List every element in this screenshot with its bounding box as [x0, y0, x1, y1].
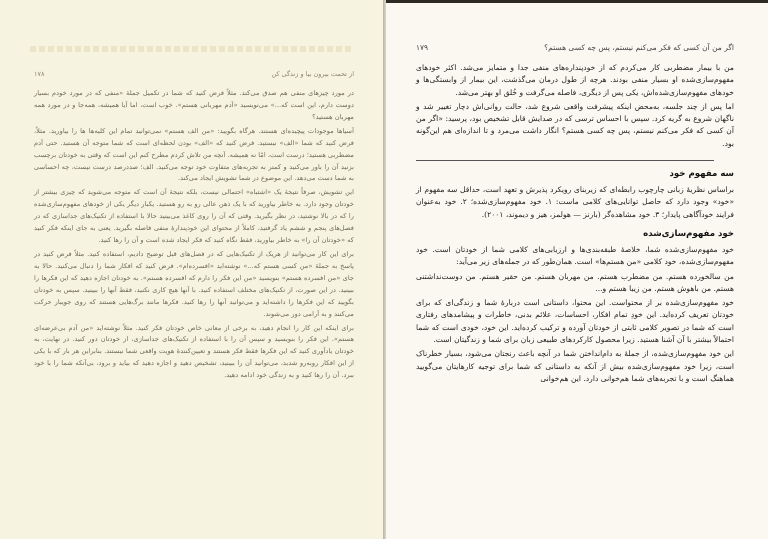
right-paragraph-2: اما پس از چند جلسه، به‌محض اینکه پیشرفت واقعی شروع شد، حالت روانی‌اش دچار تغییر شد و ناگهان شروع به گریه کرد. سپس با احساس ترسی که در صدایش قابل تشخیص بود، پرسید: «اگر من آن کسی که فکر می‌کنم نیستم، پس چه کسی هستم؟ انگار داشت می‌مرد و تا اندازه‌ای هم این‌گونه بود. — [416, 101, 734, 148]
left-paragraph-2: آسیاها موجودات پیچیده‌ای هستند. هرگاه بگویید: «من الف هستم» نمی‌توانید تمام این کلیه‌ها ها را بیاورید. مثلاً، فرض کنید که شما «الف» نیستید. فرض کنید که «الف» بودن لحظه‌ای است که شما متوجه آن هستید. حتی آدم مضطربی هستید؛ درست است، امّا نه همیشه. آنچه من تلاش کردم مطرح کنم این است که وقتی به خودتان برچسب بزنید آن را باور می‌کنید و کمتر به تجربه‌های متفاوت خود توجه می‌کنید. الف؛ صددرصد درست نیست، چه احساسی به شما دست می‌دهد. این موضوع در شما تشویش ایجاد می‌کند. — [34, 126, 354, 183]
right-paragraph-5: من سالخورده هستم. من مضطرب هستم. من مهربان هستم. من حقیر هستم. من دوست‌نداشتنی هستم. من باهوش هستم. من زیبا هستم و... — [416, 271, 734, 293]
right-running-head — [416, 43, 734, 52]
right-paragraph-4: خود مفهوم‌سازی‌شده شما، خلاصهٔ طبقه‌بندی‌ها و ارزیابی‌های کلامی شما از خودتان است. خود مفهوم‌سازی‌شده، خود کلامی «من هستم‌ها» است. همان‌طور که در جمله‌های زیر می‌آید: — [416, 244, 734, 267]
left-paragraph-4: برای این کار می‌توانید از هریک از تکنیک‌هایی که در فصل‌های قبل توضیح دادیم، استفاده کنید. مثلاً فرض کنید در پاسخ به جملهٔ «من کسی هستم که...» نوشته‌اید «افسرده‌ام». فرض کنید که افکار شما را دنبال می‌کنید. حالا به جای «من افسرده هستم» بنویسید «من این فکر را دارم که افسرده هستم». به خودتان اجازه دهید که این فکرها را ببینید. در این صورت، از تکنیک‌های مختلف استفاده کنید. با آنها هیچ کاری نکنید، فقط آنها را ببینید. سپس به خودتان بگویید که این فکرها را داشته‌اید و می‌توانید آنها را رها کنید. فکرها مانند برگ‌هایی هستند که روی جویبار حرکت می‌کنند و به آرامی دور می‌شوند. — [34, 249, 354, 318]
right-paragraph-6: خود مفهوم‌سازی‌شده بر از محتواست. این محتوا، داستانی است دربارهٔ شما و زندگی‌ای که برای خودتان تعریف کرده‌اید. این خودِ تمام افکار، احساسات، علائم بدنی، خاطرات و پیشامدهای رفتاری است که شما در تصویر کلامی ثابتی از خودتان آورده و ترکیب کرده‌اید. این خود، خودی است که شما احتمالاً بیشتر با آن آشنا هستید. زیرا محصول کارکردهای طبیعی زبان برای شما و زندگیتان است. — [416, 298, 734, 345]
right-page-number: ۱۷۹ — [416, 43, 429, 52]
section-divider — [416, 160, 714, 161]
right-paragraph-1: من با بیمار مضطربی کار می‌کردم که از خودپنداره‌های منفی جدا و متمایز می‌شد. اکثر خودهای مفهوم‌سازی‌شده او بسیار منفی بودند. هرچه از طول درمان می‌گذشت، این بیمار از وابستگی‌ها و خودهای مفهوم‌سازی‌شده‌اش، یکی پس از دیگری، فاصله می‌گرفت و خُلق او بهتر می‌شد. — [416, 63, 734, 97]
right-page — [386, 0, 768, 539]
bleed-through-band — [30, 46, 354, 52]
section-heading-three-selves: سه مفهوم خود — [669, 169, 734, 180]
left-page-number: ۱۷۸ — [34, 70, 45, 78]
right-paragraph-7: این خود مفهوم‌سازی‌شده، از جملهٔ به دام‌انداختن شما در آنچه باعث رنجتان می‌شود، بسیار خطرناک است، زیرا خود مفهوم‌سازی‌شده بیش از آنکه به داستانی که شما برای توجیه کارهایتان می‌گویید هماهنگ است و با تجربه‌های شما هم‌خوانی دارد. این هم‌خوانی — [416, 349, 734, 383]
right-running-title: اگر من آن کسی که فکر می‌کنم نیستم، پس چه کسی هستم؟ — [544, 43, 734, 52]
right-paragraph-3: براساس نظریهٔ زبانی چارچوب رابطه‌ای که زیربنای رویکرد پذیرش و تعهد است، حداقل سه مفهوم از «خود» وجود دارد که حاصل توانایی‌های کلامی ماست: ۱. خود مفهوم‌سازی‌شده؛ ۲. خود به‌عنوان فرایند خودآگاهی پایدار؛ ۳. خود مشاهده‌گر (بارنز — هولمز، هیز و دیموند، ۲۰۰۱). — [416, 185, 735, 219]
left-paragraph-3: این تشویش، صرفاً نتیجهٔ یک «اشتباه» احتمالی نیست، بلکه نتیجهٔ آن است که متوجه می‌شوید که چیزی بیشتر از خودتان وجود دارد. به خاطر بیاورید که با یک ذهن عالی رو به رو هستید. یکبار دیگر یکی از خودهای مفهوم‌سازی‌شده را که در بالا نوشتید، در نظر بگیرید. وقتی که آن را روی کاغذ می‌بینید حالا با استفاده از تکنیک‌های جداسازی که در فصل‌های پنجم و ششم یاد گرفتید، کاملاً از محتوای این خودپندارهٔ منفی فاصله بگیرید. یعنی به جای اینکه فکر کنید که «خودتان آن را» به خاطر بیاورید، فقط نگاه کنید که فکر ایجاد شده است و آن را رها کنید. — [34, 188, 354, 245]
left-running-title: از تحمت بیرون بیا و زندگی کن — [271, 70, 354, 78]
left-running-head — [34, 70, 354, 78]
left-paragraph-1: در مورد چیزهای منفی هم صدق می‌کند. مثلاً فرض کنید که شما در تکمیل جملهٔ «منفی که در مورد خودم بسیار دوست دارم، این است که...» می‌نویسید «آدم مهربانی هستم». خوب است، اما آیا همیشه، همه‌جا و در مورد همه مهربان هستید؟ — [34, 89, 354, 121]
left-paragraph-5: برای اینکه این کار را انجام دهید، به برخی از معانی خاص خودتان فکر کنید. مثلاً نوشته‌اید «من آدم بی‌عرضه‌ای هستم». این فکر را بنویسید و سپس آن را با استفاده از تکنیک‌های جداسازی، از خودتان دور کنید. در نهایت، به خودتان یادآوری کنید که این فکرها فقط فکر هستند و تعیین‌کنندهٔ هویت واقعی شما نیستند. بنابراین هر بار که با یکی از این افکار روبه‌رو شدید، می‌توانید آن را ببینید، تشخیص دهید و اجازه دهید که بیاید و برود، بی‌آنکه شما را با خود ببرد. آن را رها کنید و به زندگی خود ادامه دهید. — [34, 323, 354, 380]
section-heading-conceptualized-self: خود مفهوم‌سازی‌شده — [643, 228, 734, 239]
